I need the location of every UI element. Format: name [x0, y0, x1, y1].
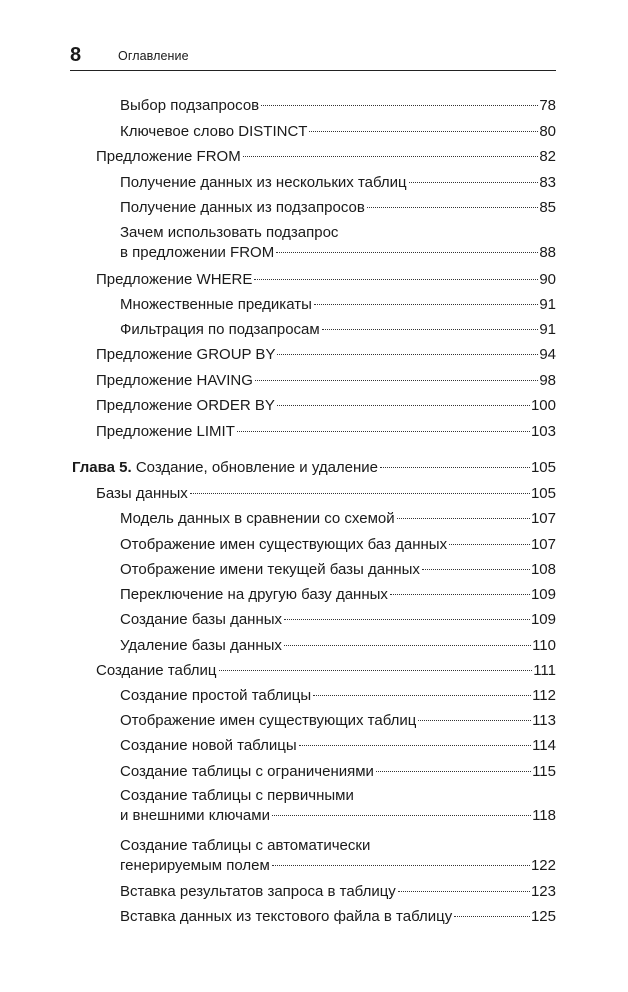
- toc-entry[interactable]: [96, 661, 556, 681]
- toc-entry-page: 90: [539, 271, 556, 288]
- toc-entry-page: 91: [539, 321, 556, 338]
- chapter-label: Глава 5.: [72, 459, 132, 476]
- toc-entry-page: 107: [530, 536, 556, 553]
- page-number: 8: [70, 44, 82, 66]
- toc-entry-page: 122: [530, 857, 556, 874]
- dot-leader: [309, 131, 538, 132]
- dot-leader: [190, 493, 530, 494]
- toc-entry-page: 88: [539, 244, 556, 261]
- toc-entry[interactable]: [120, 223, 556, 263]
- toc-entry[interactable]: [120, 295, 556, 315]
- toc-entry[interactable]: [120, 762, 556, 782]
- toc-entry-title: Создание, обновление и удаление: [135, 459, 379, 476]
- toc-entry-title: Предложение GROUP BY: [96, 346, 276, 363]
- toc-entry-page: 105: [530, 459, 556, 476]
- toc-entry-title: Создание простой таблицы: [120, 687, 312, 704]
- toc-entry-title: Ключевое слово DISTINCT: [120, 123, 308, 140]
- dot-leader: [390, 594, 530, 595]
- toc-entry[interactable]: [96, 270, 556, 290]
- toc-entry[interactable]: [96, 371, 556, 391]
- dot-leader: [313, 695, 531, 696]
- toc-entry[interactable]: [120, 560, 556, 580]
- dot-leader: [322, 329, 539, 330]
- toc-entry-page: 85: [539, 199, 556, 216]
- toc-entry-page: 125: [530, 908, 556, 925]
- toc-entry[interactable]: [120, 509, 556, 529]
- toc-entry-page: 91: [539, 296, 556, 313]
- toc-entry[interactable]: [96, 396, 556, 416]
- dot-leader: [237, 431, 530, 432]
- dot-leader: [367, 207, 539, 208]
- toc-entry-page: 114: [532, 737, 556, 754]
- toc-entry-title: Выбор подзапросов: [120, 97, 260, 114]
- toc-entry[interactable]: [96, 484, 556, 504]
- toc-entry-page: 118: [532, 807, 556, 824]
- toc-entry-page: 112: [532, 687, 556, 704]
- toc-entry-title: генерируемым полем: [120, 857, 270, 874]
- dot-leader: [284, 619, 530, 620]
- toc-entry-page: 98: [539, 372, 556, 389]
- dot-leader: [397, 518, 530, 519]
- toc-entry-title: Отображение имени текущей базы данных: [120, 561, 420, 578]
- toc-entry-page: 113: [532, 712, 556, 729]
- toc-entry[interactable]: [120, 320, 556, 340]
- toc-entry-title: Получение данных из нескольких таблиц: [120, 174, 407, 191]
- dot-leader: [272, 865, 530, 866]
- toc-entry[interactable]: [120, 535, 556, 555]
- toc-entry[interactable]: [120, 836, 556, 876]
- toc-entry-title: Создание базы данных: [120, 611, 283, 628]
- toc-entry[interactable]: [120, 786, 556, 826]
- page-header: [70, 42, 556, 71]
- toc-entry-title: Предложение LIMIT: [96, 423, 235, 440]
- dot-leader: [219, 670, 533, 671]
- dot-leader: [254, 279, 538, 280]
- toc-entry[interactable]: [120, 711, 556, 731]
- toc-entry-page: 100: [530, 397, 556, 414]
- toc-entry[interactable]: [120, 882, 556, 902]
- toc-entry-title: Модель данных в сравнении со схемой: [120, 510, 395, 527]
- dot-leader: [276, 252, 538, 253]
- toc-entry-title: Предложение FROM: [96, 148, 241, 165]
- toc-entry-title: Фильтрация по подзапросам: [120, 321, 320, 338]
- toc-entry-title: Создание таблицы с ограничениями: [120, 763, 374, 780]
- dot-leader: [255, 380, 538, 381]
- dot-leader: [409, 182, 539, 183]
- toc-entry-title: Предложение WHERE: [96, 271, 253, 288]
- toc-entry-page: 123: [530, 883, 556, 900]
- dot-leader: [380, 467, 530, 468]
- dot-leader: [454, 916, 530, 917]
- toc-entry-title: Создание новой таблицы: [120, 737, 297, 754]
- toc-entry-page: 115: [532, 763, 556, 780]
- toc-entry-title: Отображение имен существующих баз данных: [120, 536, 448, 553]
- toc-entry-title: Удаление базы данных: [120, 637, 282, 654]
- toc-chapter-entry[interactable]: [72, 458, 556, 478]
- toc-entry-page: 110: [532, 637, 556, 654]
- toc-entry-title: Переключение на другую базу данных: [120, 586, 388, 603]
- toc-entry-title: Вставка данных из текстового файла в таблицу: [120, 908, 453, 925]
- toc-entry-title: Базы данных: [96, 485, 188, 502]
- toc-entry[interactable]: [120, 610, 556, 630]
- toc-entry-page: 94: [539, 346, 556, 363]
- toc-entry[interactable]: [96, 147, 556, 167]
- dot-leader: [243, 156, 539, 157]
- toc-entry[interactable]: [96, 422, 556, 442]
- dot-leader: [272, 815, 531, 816]
- toc-entry[interactable]: [120, 122, 556, 142]
- toc-entry-page: 105: [530, 485, 556, 502]
- dot-leader: [422, 569, 530, 570]
- toc-entry-title: Предложение HAVING: [96, 372, 253, 389]
- toc-entry-title: Множественные предикаты: [120, 296, 312, 313]
- toc-entry[interactable]: [120, 907, 556, 927]
- toc-entry-title: Отображение имен существующих таблиц: [120, 712, 417, 729]
- toc-entry-title: в предложении FROM: [120, 244, 275, 261]
- toc-entry[interactable]: [120, 736, 556, 756]
- dot-leader: [314, 304, 538, 305]
- running-title: Оглавление: [118, 49, 189, 63]
- toc-entry-page: 82: [539, 148, 556, 165]
- toc-entry-page: 107: [530, 510, 556, 527]
- toc-entry[interactable]: [120, 96, 556, 116]
- toc-entry-title-line1: Создание таблицы с первичными: [120, 787, 354, 804]
- dot-leader: [449, 544, 530, 545]
- toc-entry[interactable]: [120, 686, 556, 706]
- toc-entry-page: 78: [539, 97, 556, 114]
- dot-leader: [277, 354, 538, 355]
- dot-leader: [284, 645, 531, 646]
- dot-leader: [376, 771, 531, 772]
- toc-entry-page: 109: [530, 611, 556, 628]
- toc-entry-page: 109: [530, 586, 556, 603]
- toc-entry-title: и внешними ключами: [120, 807, 270, 824]
- toc-entry[interactable]: [120, 585, 556, 605]
- toc-entry-page: 103: [530, 423, 556, 440]
- toc-entry-title-line1: Зачем использовать подзапрос: [120, 224, 339, 241]
- toc-entry[interactable]: [120, 198, 556, 218]
- toc-entry-title-line1: Создание таблицы с автоматически: [120, 837, 371, 854]
- dot-leader: [299, 745, 531, 746]
- toc-entry-title: Вставка результатов запроса в таблицу: [120, 883, 396, 900]
- toc-entry[interactable]: [96, 345, 556, 365]
- toc-entry-page: 111: [533, 662, 556, 679]
- toc-entry-page: 108: [530, 561, 556, 578]
- toc-entry[interactable]: [120, 636, 556, 656]
- dot-leader: [261, 105, 538, 106]
- toc-entry-title: Получение данных из подзапросов: [120, 199, 365, 216]
- dot-leader: [398, 891, 530, 892]
- toc-entry[interactable]: [120, 173, 556, 193]
- toc-entry-title: Создание таблиц: [96, 662, 217, 679]
- toc-entry-page: 83: [539, 174, 556, 191]
- dot-leader: [277, 405, 530, 406]
- toc-entry-title: Предложение ORDER BY: [96, 397, 275, 414]
- toc-entry-page: 80: [539, 123, 556, 140]
- dot-leader: [418, 720, 531, 721]
